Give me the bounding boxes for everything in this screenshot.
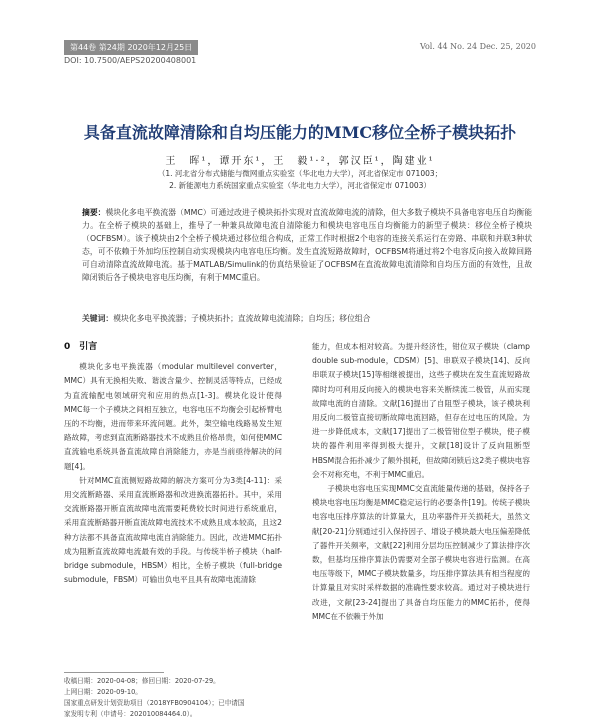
abstract-label: 摘要：	[82, 208, 106, 217]
keywords-text: 模块化多电平换流器；子模块拓扑；直流故障电流清除；自均压；移位组合	[113, 314, 371, 323]
section-heading-introduction: 0 引言	[64, 342, 98, 352]
paragraph: 针对MMC直流侧短路故障的解决方案可分为3类[4-11]：采用交流断路器、采用直流断路器和改进换流器拓扑。其中，采用交流断路器开断直流故障电流需要耗费较长时间进行系统重启，采用直流断路器开断直流故障电流技术不成熟且成本较高，且这2种方法都不具备直流故障电流自消除能力。因此，改进MMC拓扑成为阻断直流故障电流最有效的手段。与传统半桥子模块（half-bridge submodule，HBSM）相比，全桥子模块（full-bridge submodule，FBSM）可输出负电平且具有故障电流清除	[64, 475, 282, 585]
paragraph: 子模块电容电压实现MMC交直流能量传递的基础，保持各子模块电容电压均衡是MMC稳定运行的必要条件[19]。传统子模块电容电压排序算法的计算量大，且功率器件开关损耗大，虽然文献[20-21]分别通过引入保持因子、增设子模块最大电压偏差降低了器件开关频率，文献[22]利用分层均压控制减少了算法排序次数，但基均压排序算法仍需要对全部子模块电容进行监测。在高电压等级下，MMC子模块数量多，均压排序算法具有相当程度的计算量且对实时采样数据的准确性要求较高。通过对子模块进行改进，文献[23-24]提出了具备自均压能力的MMC拓扑，使得MMC在不依赖于外加	[312, 484, 530, 621]
footnote-divider	[64, 672, 164, 673]
affiliation-2: 2. 新能源电力系统国家重点实验室（华北电力大学），河北省保定市 071003）	[169, 181, 431, 190]
footnote-line: 上网日期：2020-09-10。	[64, 688, 142, 696]
footnote-line: 家发明专利（申请号：202010084464.0）。	[64, 710, 197, 718]
paper-title: 具备直流故障清除和自均压能力的MMC移位全桥子模块拓扑	[83, 123, 517, 142]
keywords-label: 关键词：	[82, 314, 114, 323]
doi-label: DOI: 10.7500/AEPS20200408001	[64, 56, 197, 65]
footnote-line: 收稿日期：2020-04-08；修回日期：2020-07-29。	[64, 677, 220, 685]
left-column	[64, 340, 282, 587]
journal-reference: Vol. 44 No. 24 Dec. 25, 2020	[419, 42, 536, 51]
right-column	[312, 340, 530, 624]
abstract-text: 模块化多电平换流器（MMC）可通过改进子模块拓扑实现对直流故障电流的清除，但大多数子模块不具备电容电压自均衡能力。在全桥子模块的基础上，推导了一种兼具故障电流自清除能力和模块电容电压自均衡能力的新型子模块：移位全桥子模块（OCFBSM）。该子模块由2个全桥子模块通过移位组合构成，正常工作时根据2个电容的连接关系运行在旁路、串联和并联3种状态，可不依赖于外加均压控制自动实现模块内电容电压均衡。发生直流短路故障时，OCFBSM将通过将2个电容反向接入故障回路可自动清除直流故障电流。基于MATLAB/Simulink的仿真结果验证了OCFBSM在直流故障电流清除和自均压方面的有效性，且故障闭锁后各子模块电容电压均衡，有利于MMC重启。	[82, 208, 532, 282]
footnotes	[64, 676, 282, 720]
author-list: 王 晖¹，谭开东¹，王 毅¹·²，郭汉臣¹，陶建业¹	[165, 156, 435, 167]
affiliation-1: （1. 河北省分布式储能与微网重点实验室（华北电力大学），河北省保定市 071003；	[157, 169, 443, 178]
journal-issue-badge: 第44卷 第24期 2020年12月25日	[64, 40, 198, 55]
paragraph: 能力，但成本相对较高。为提升经济性，钳位双子模块（clamp double sub-module，CDSM）[5]、串联双子模块[14]、反向串联双子模块[15]等相继被提出，这些子模块在发生直流短路故障时均可利用反向接入的模块电容来关断续流二极管，从而实现故障电流的自清除。文献[16]提出了自阻型子模块，该子模块利用反向二极管直接切断故障电流回路，但存在过电压的风险。为进一步降低成本，文献[17]提出了二极管钳位型子模块，使子模块的器件利用率得到极大提升，文献[18]设计了反向阻断型HBSM混合拓扑减少了额外损耗，但故障闭锁后这2类子模块电容会不对称充电，不利于MMC重启。	[312, 342, 530, 479]
footnote-line: 国家重点研发计划资助项目（2018YFB0904104）；已申请国	[64, 699, 245, 707]
abstract	[82, 206, 532, 284]
paragraph: 模块化多电平换流器（modular multilevel converter，MMC）具有无换相失败、谐波含量少、控制灵活等特点，已经成为直流输配电领域研究和应用的热点[1-3]。模块化设计使得MMC每一个子模块之间相互独立，电容电压不均衡会引起桥臂电压的不均衡，进而带来环流问题。此外，架空输电线路易发生短路故障，考虑到直流断路器技术不成熟且价格昂贵，如何使MMC直流输电系统具备直流故障自消除能力，亦是当前亟待解决的问题[4]。	[64, 362, 282, 471]
keywords	[82, 313, 532, 324]
